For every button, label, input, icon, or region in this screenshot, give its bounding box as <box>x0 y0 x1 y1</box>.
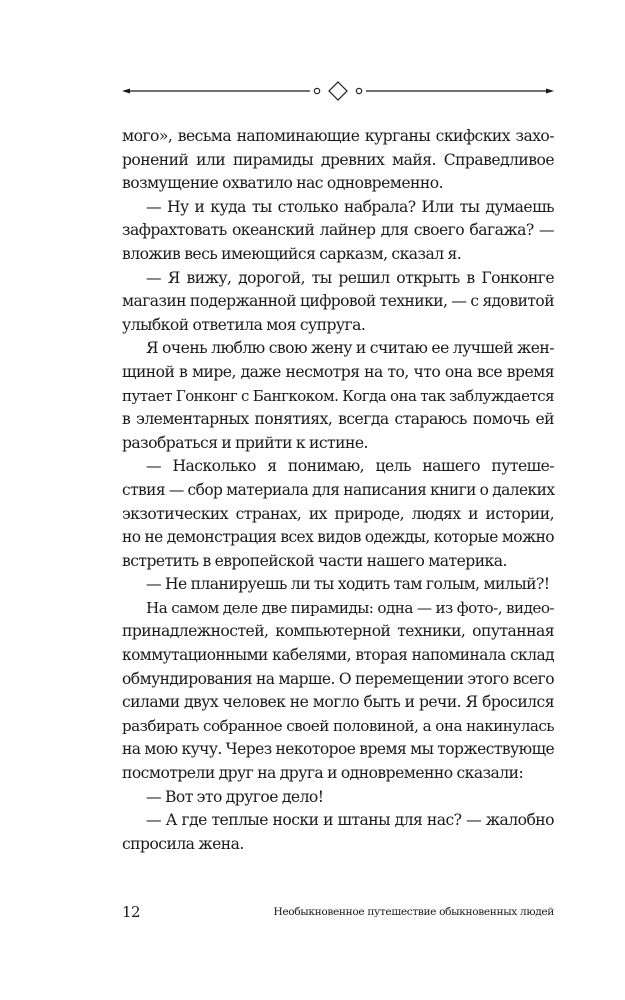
text-line: разобраться и прийти к истине. <box>122 433 368 452</box>
text-line: посмотрели друг на друга и одновременно сказали: <box>122 764 524 783</box>
text-line: улыбкой ответила моя супруга. <box>122 315 366 334</box>
text-line: коммутационными кабелями, вторая напоминала склад <box>122 646 554 665</box>
text-line: но не демонстрация всех видов одежды, которые можно <box>122 528 554 547</box>
text-line: путает Гонконг с Бангкоком. Когда она так заблуждается <box>122 386 554 405</box>
text-line: ронений или пирамиды древних майя. Справедливое <box>122 150 554 169</box>
text-line: зафрахтовать океанский лайнер для своего багажа? — <box>122 221 554 240</box>
header-ornament-icon <box>122 80 554 102</box>
text-line: силами двух человек не могло быть и речи. Я бросился <box>122 693 554 712</box>
text-line: магазин подержанной цифровой техники, — с ядовитой <box>122 292 554 311</box>
text-line: — А где теплые носки и штаны для нас? — жалобно <box>146 811 554 830</box>
text-line: обмундирования на марше. О перемещении этого всего <box>122 669 554 688</box>
page-number: 12 <box>122 903 141 921</box>
text-line: щиной в мире, даже несмотря на то, что она все время <box>122 362 554 381</box>
text-line: возмущение охватило нас одновременно. <box>122 174 443 193</box>
text-line: ствия — сбор материала для написания книги о далеких <box>122 480 555 499</box>
text-line: Я очень люблю свою жену и считаю ее лучшей жен- <box>146 339 554 358</box>
text-line: — Насколько я понимаю, цель нашего путеше- <box>146 457 554 476</box>
text-line: в элементарных понятиях, всегда стараюсь помочь ей <box>122 410 554 429</box>
text-line: на мою кучу. Через некоторое время мы торжествующе <box>122 740 555 759</box>
body-text <box>122 125 554 856</box>
text-line: экзотических странах, их природе, людях и истории, <box>122 504 554 523</box>
text-line: — Ну и куда ты столько набрала? Или ты думаешь <box>146 197 554 216</box>
page-footer <box>122 903 554 923</box>
text-line: спросила жена. <box>122 834 244 853</box>
text-line: принадлежностей, компьютерной техники, опутанная <box>122 622 554 641</box>
text-line: — Не планируешь ли ты ходить там голым, милый?! <box>146 575 550 594</box>
running-title: Необыкновенное путешествие обыкновенных людей <box>273 906 554 918</box>
text-line: На самом деле две пирамиды: одна — из фото-, видео- <box>146 598 554 617</box>
text-line: мого», весьма напоминающие курганы скифских захо- <box>122 127 554 145</box>
text-line: разбирать собранное своей половиной, а она накинулась <box>122 716 554 735</box>
text-line: вложив весь имеющийся сарказм, сказал я. <box>122 244 462 263</box>
text-line: — Я вижу, дорогой, ты решил открыть в Гонконге <box>146 268 554 287</box>
text-line: встретить в европейской части нашего материка. <box>122 551 507 570</box>
text-line: — Вот это другое дело! <box>146 787 324 806</box>
